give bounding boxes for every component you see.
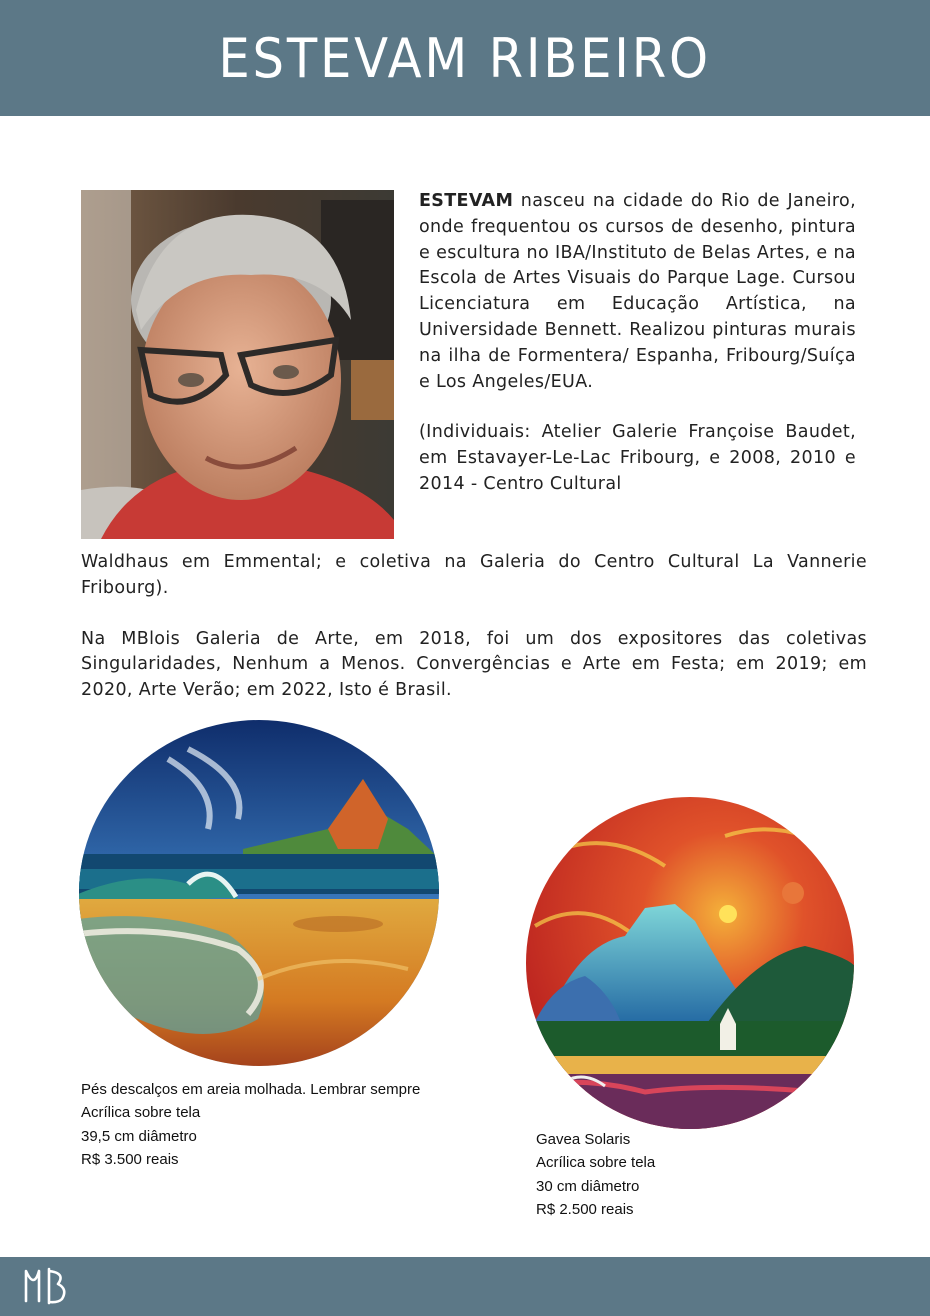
bio-paragraph-1: [419, 189, 856, 395]
artwork-caption-2: [536, 1128, 655, 1222]
biography-full-width: [81, 550, 867, 704]
painting-seascape: [78, 719, 440, 1067]
painting-gavea-solaris: [525, 796, 855, 1130]
biography-column: [419, 189, 856, 498]
bio-paragraph-2-start: (Individuais: Atelier Galerie Françoise Baudet, em Estavayer-Le-Lac Fribourg, e 2008, 2010 e 2014 - Centro Cultural: [419, 422, 856, 494]
bio-paragraph-1-text: nasceu na cidade do Rio de Janeiro, onde frequentou os cursos de desenho, pintura e escultura no IBA/Instituto de Belas Artes, e na Escola de Artes Visuais do Parque Lage. Cursou Licenciatura em Educação Artística, na Universidade Bennett. Realizou pinturas murais na ilha de Formentera/ Espanha, Fribourg/Suíça e Los Angeles/EUA.: [419, 191, 856, 392]
artwork-size: 39,5 cm diâmetro: [81, 1127, 197, 1145]
artwork-price: R$ 2.500 reais: [536, 1201, 634, 1219]
artwork-title: Gavea Solaris: [536, 1131, 631, 1148]
artist-name-bold: ESTEVAM: [419, 191, 514, 211]
artwork-caption-1: [81, 1078, 420, 1172]
bio-paragraph-3: Na MBlois Galeria de Arte, em 2018, foi um dos expositores das coletivas Singularidades, Nenhum a Menos. Convergências e Arte em Festa; em 2019; em 2020, Arte Verão; em 2022, Isto é Brasil.: [81, 628, 867, 701]
artwork-price: R$ 3.500 reais: [81, 1151, 179, 1169]
artwork-size: 30 cm diâmetro: [536, 1177, 640, 1195]
footer-band: [0, 1257, 930, 1316]
page-title: ESTEVAM RIBEIRO: [218, 26, 712, 90]
mb-logo-icon: [22, 1265, 72, 1307]
bio-paragraph-2-end: Waldhaus em Emmental; e coletiva na Galeria do Centro Cultural La Vannerie Fribourg).: [81, 552, 867, 598]
header-band: [0, 0, 930, 116]
artwork-title: Pés descalços em areia molhada. Lembrar sempre: [81, 1081, 421, 1098]
artwork-medium: Acrílica sobre tela: [81, 1104, 201, 1122]
artist-portrait: [81, 190, 394, 539]
artwork-medium: Acrílica sobre tela: [536, 1154, 656, 1172]
